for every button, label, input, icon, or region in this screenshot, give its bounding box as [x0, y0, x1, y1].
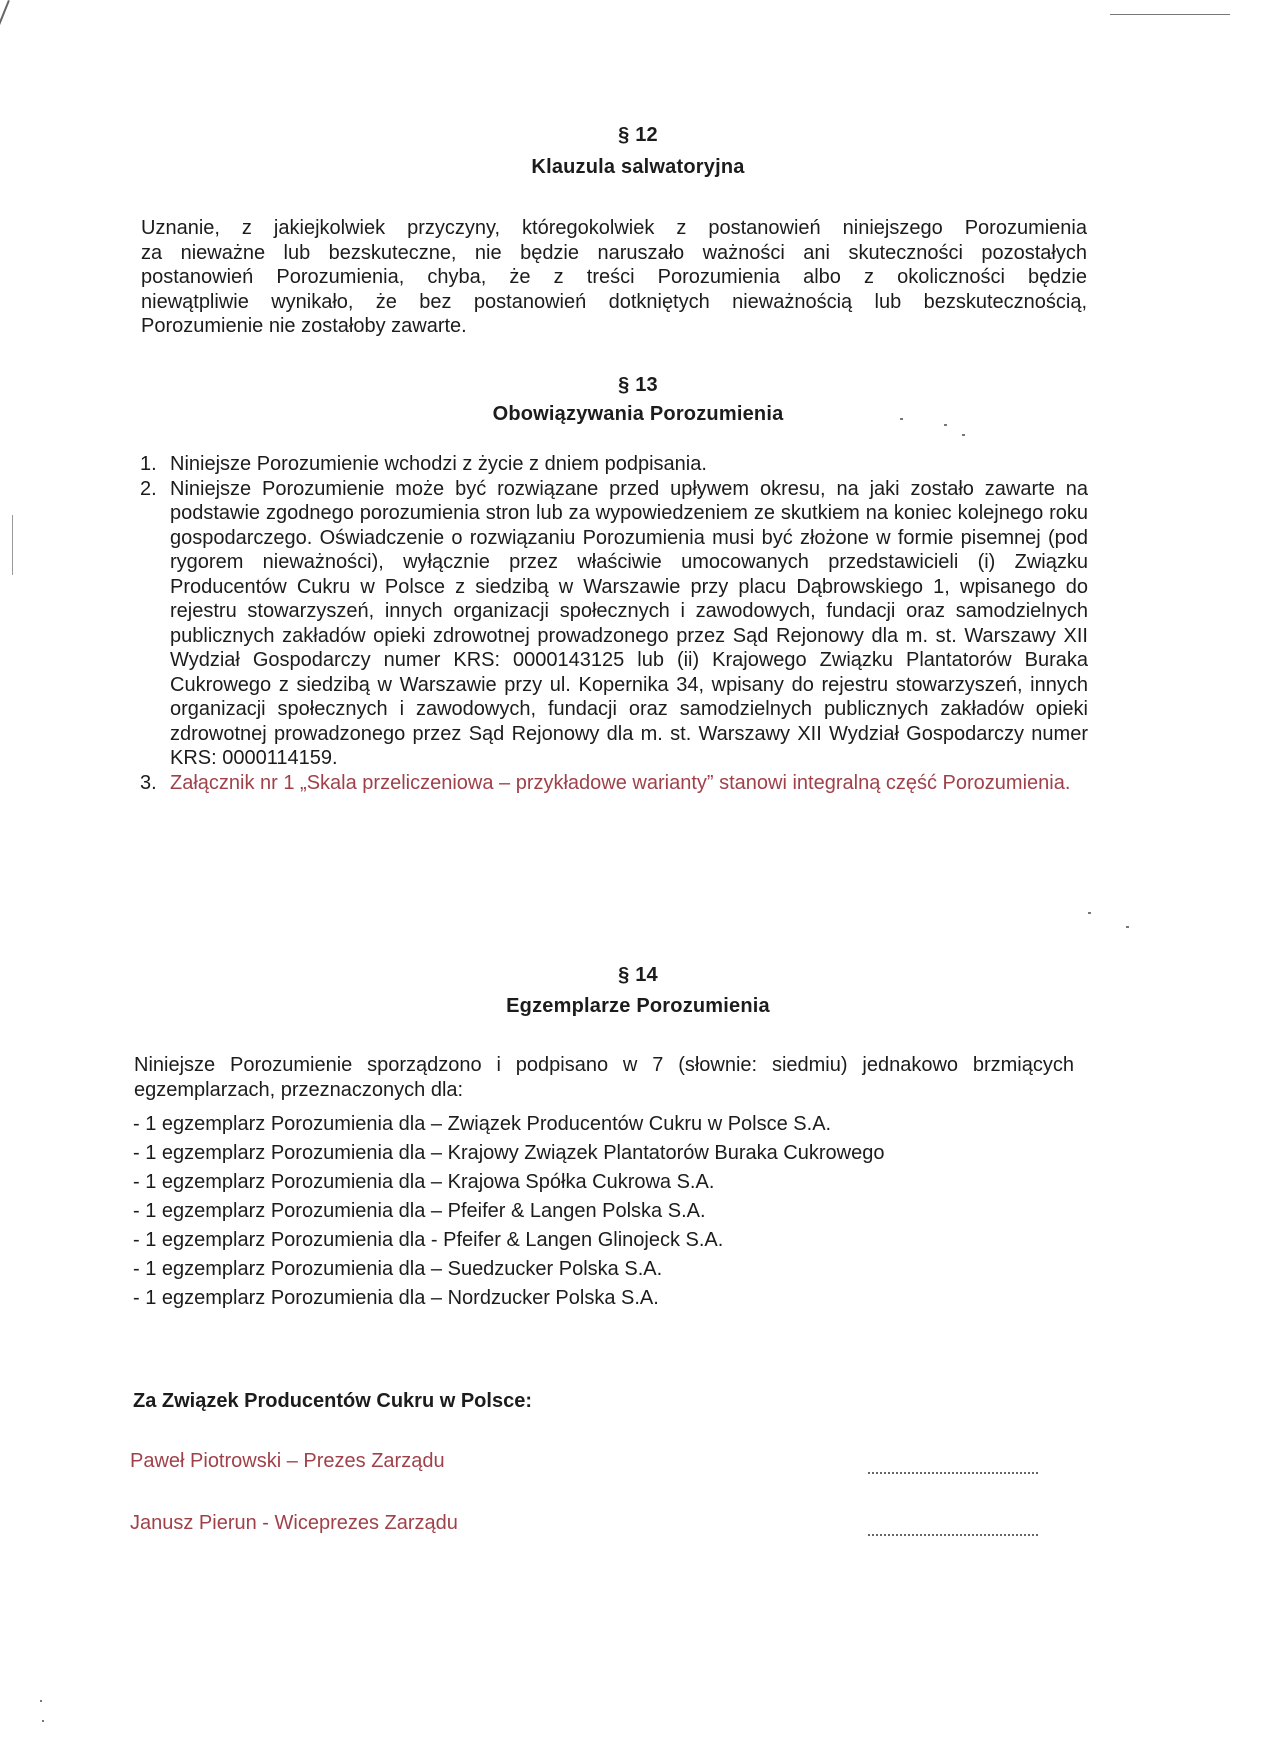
paragraph-line: postanowień Porozumienia, chyba, że z treści Porozumienia albo z okoliczności będzie — [141, 266, 1087, 288]
scan-speck — [1126, 926, 1129, 928]
list-item-text: Niniejsze Porozumienie może być rozwiązane przed upływem okresu, na jaki zostało zawarte na podstawie zgodnego porozumienia stron lub za wypowiedzeniem ze skutkiem na koniec kolejnego roku gospodarczego. Oświadczenie o rozwiązaniu Porozumienia musi być złożone w formie pisemnej (pod rygorem nieważności), wyłącznie przez właściwie umocowanych przedstawicieli (i) Związku Producentów Cukru w Polsce z siedzibą w Warszawie przy placu Dąbrowskiego 1, wpisanego do rejestru stowarzyszeń, innych organizacji społecznych i zawodowych, fundacji oraz samodzielnych publicznych zakładów opieki zdrowotnej prowadzonego przez Sąd Rejonowy dla m. st. Warszawy XII Wydział Gospodarczy numer KRS: 0000143125 lub (ii) Krajowego Związku Plantatorów Buraka Cukrowego z siedzibą w Warszawie przy ul. Kopernika 34, wpisany do rejestru stowarzyszeń, innych organizacji społecznych i zawodowych, fundacji oraz samodzielnych publicznych zakładów opieki zdrowotnej prowadzonego przez Sąd Rejonowy dla m. st. Warszawy XII Wydział Gospodarczy numer KRS: 0000114159. — [170, 477, 1088, 769]
scan-top-rule — [1110, 14, 1230, 15]
paragraph-line: Uznanie, z jakiejkolwiek przyczyny, któregokolwiek z postanowień niniejszego Porozumienia — [141, 217, 1087, 239]
section-14-title: Egzemplarze Porozumienia — [506, 995, 770, 1017]
copy-row: - 1 egzemplarz Porozumienia dla – Krajowy Związek Plantatorów Buraka Cukrowego — [133, 1142, 885, 1164]
list-item-number: 3. — [140, 771, 157, 794]
list-item — [140, 477, 1088, 771]
signer-name: Paweł Piotrowski – Prezes Zarządu — [130, 1450, 445, 1472]
signature-line — [868, 1534, 1038, 1536]
list-item — [140, 771, 1088, 796]
list-item-number: 2. — [140, 477, 157, 500]
copy-row: - 1 egzemplarz Porozumienia dla – Nordzucker Polska S.A. — [133, 1287, 659, 1309]
section-13-list — [140, 452, 1088, 795]
signature-line — [868, 1472, 1038, 1474]
copy-row: - 1 egzemplarz Porozumienia dla - Pfeifer & Langen Glinojeck S.A. — [133, 1229, 724, 1251]
scan-speck — [40, 1700, 42, 1702]
scan-speck — [962, 434, 965, 436]
signer-name: Janusz Pierun - Wiceprezes Zarządu — [130, 1512, 458, 1534]
paragraph-line: za nieważne lub bezskuteczne, nie będzie naruszało ważności ani skuteczności pozostałych — [141, 241, 1087, 264]
section-12-number: § 12 — [618, 124, 658, 146]
list-item-number: 1. — [140, 453, 157, 475]
section-14-number: § 14 — [618, 964, 658, 986]
copy-row: - 1 egzemplarz Porozumienia dla – Związek Producentów Cukru w Polsce S.A. — [133, 1113, 832, 1135]
list-item — [140, 452, 1088, 477]
scan-speck — [42, 1720, 44, 1722]
section-12-title: Klauzula salwatoryjna — [531, 156, 745, 178]
section-12-paragraph — [141, 216, 1087, 339]
list-item-text: Niniejsze Porozumienie wchodzi z życie z dniem podpisania. — [170, 453, 707, 475]
section-13-title: Obowiązywania Porozumienia — [492, 403, 784, 425]
copy-row: - 1 egzemplarz Porozumienia dla – Krajowa Spółka Cukrowa S.A. — [133, 1171, 715, 1193]
paragraph-line: Porozumienie nie zostałoby zawarte. — [141, 315, 467, 337]
signature-heading: Za Związek Producentów Cukru w Polsce: — [133, 1390, 532, 1412]
section-14-intro: Niniejsze Porozumienie sporządzono i podpisano w 7 (słownie: siedmiu) jednakowo brzmiących egzemplarzach, przeznaczonych dla: — [134, 1054, 1074, 1101]
copy-row: - 1 egzemplarz Porozumienia dla – Suedzucker Polska S.A. — [133, 1258, 663, 1280]
copy-row: - 1 egzemplarz Porozumienia dla – Pfeifer & Langen Polska S.A. — [133, 1200, 706, 1222]
attachment-reference-text: Załącznik nr 1 „Skala przeliczeniowa – przykładowe warianty” stanowi integralną część Porozumienia. — [170, 771, 1071, 794]
scan-left-mark — [12, 515, 13, 575]
section-13-number: § 13 — [618, 374, 658, 396]
copies-list — [133, 1110, 884, 1313]
scan-speck — [1088, 912, 1091, 914]
paragraph-line: niewątpliwie wynikało, że bez postanowień dotkniętych nieważnością lub bezskutecznością, — [141, 290, 1087, 313]
